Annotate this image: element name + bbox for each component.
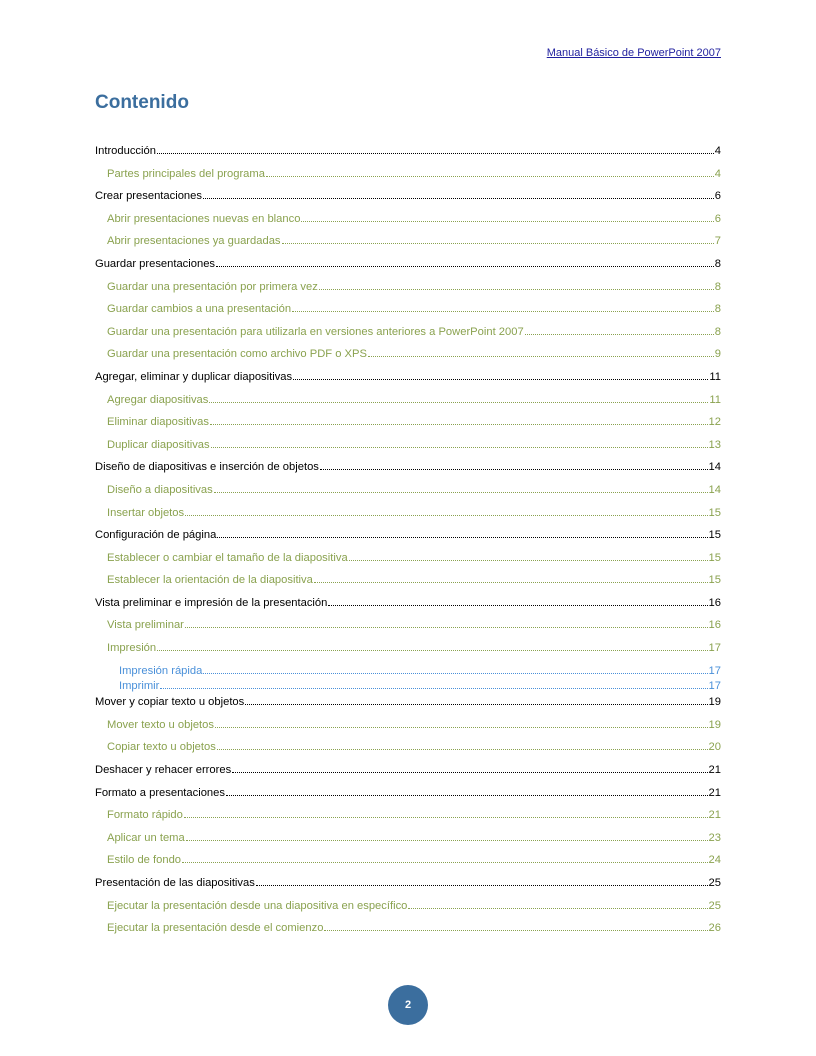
toc-entry-page: 23 <box>708 831 721 844</box>
toc-entry-page: 16 <box>708 619 721 632</box>
toc-entry-page: 21 <box>708 764 721 777</box>
toc-entry-label: Guardar presentaciones <box>95 257 216 270</box>
toc-leader-dots <box>203 198 714 199</box>
toc-entry[interactable] <box>95 787 721 810</box>
toc-entry[interactable] <box>95 900 721 923</box>
toc-leader-dots <box>184 817 708 818</box>
toc-entry-label: Mover y copiar texto u objetos <box>95 696 245 709</box>
toc-entry[interactable] <box>95 439 721 462</box>
toc-entry-page: 14 <box>708 483 721 496</box>
toc-entry[interactable] <box>95 484 721 507</box>
toc-entry[interactable] <box>95 326 721 349</box>
toc-entry[interactable] <box>95 832 721 855</box>
toc-entry-page: 17 <box>708 680 721 693</box>
page-number-badge: 2 <box>388 985 428 1025</box>
toc-leader-dots <box>266 176 714 177</box>
toc-entry[interactable] <box>95 213 721 236</box>
toc-leader-dots <box>209 402 708 403</box>
toc-entry[interactable] <box>95 190 721 213</box>
toc-entry-label: Deshacer y rehacer errores <box>95 764 232 777</box>
toc-entry-page: 26 <box>708 922 721 935</box>
toc-leader-dots <box>293 379 708 380</box>
toc-entry-page: 11 <box>709 393 721 406</box>
toc-entry-label: Eliminar diapositivas <box>107 416 209 429</box>
toc-leader-dots <box>525 334 714 335</box>
toc-leader-dots <box>226 795 708 796</box>
toc-entry[interactable] <box>95 394 721 417</box>
toc-entry-label: Mover texto u objetos <box>107 718 214 731</box>
toc-entry[interactable] <box>95 348 721 371</box>
toc-entry[interactable] <box>95 461 721 484</box>
toc-entry-page: 25 <box>708 877 721 889</box>
toc-entry[interactable] <box>95 741 721 764</box>
toc-leader-dots <box>324 930 707 931</box>
toc-entry[interactable] <box>95 258 721 281</box>
toc-entry-page: 7 <box>714 235 721 248</box>
toc-leader-dots <box>217 749 708 750</box>
toc-leader-dots <box>256 885 708 886</box>
toc-entry-label: Impresión <box>107 642 157 655</box>
toc-entry[interactable] <box>95 597 721 620</box>
toc-entry-page: 16 <box>708 596 721 609</box>
toc-entry-label: Abrir presentaciones ya guardadas <box>107 235 281 248</box>
toc-entry[interactable] <box>95 922 721 945</box>
toc-leader-dots <box>157 650 707 651</box>
toc-entry-label: Diseño a diapositivas <box>107 483 213 496</box>
toc-entry-label: Abrir presentaciones nuevas en blanco <box>107 212 301 225</box>
toc-entry-label: Vista preliminar e impresión de la presentación <box>95 596 328 609</box>
toc-entry-label: Guardar cambios a una presentación <box>107 303 292 316</box>
toc-entry-label: Ejecutar la presentación desde el comienzo <box>107 922 324 935</box>
toc-entry-page: 15 <box>708 551 721 564</box>
toc-entry-label: Formato rápido <box>107 809 183 822</box>
toc-leader-dots <box>203 673 707 674</box>
toc-entry-page: 14 <box>708 461 721 474</box>
toc-entry-label: Insertar objetos <box>107 506 185 519</box>
toc-entry-page: 8 <box>714 280 721 293</box>
toc-leader-dots <box>185 627 708 628</box>
toc-entry[interactable] <box>95 665 721 681</box>
toc-entry[interactable] <box>95 764 721 787</box>
toc-entry[interactable] <box>95 552 721 575</box>
toc-entry-page: 8 <box>714 325 721 338</box>
toc-entry[interactable] <box>95 680 721 696</box>
toc-entry-page: 8 <box>714 303 721 316</box>
toc-entry-page: 13 <box>708 438 721 451</box>
toc-leader-dots <box>368 356 714 357</box>
toc-entry-label: Agregar diapositivas <box>107 393 209 406</box>
toc-entry-page: 8 <box>714 257 721 270</box>
toc-entry[interactable] <box>95 642 721 665</box>
toc-leader-dots <box>185 515 707 516</box>
toc-leader-dots <box>160 688 707 689</box>
toc-entry-label: Guardar una presentación para utilizarla en versiones anteriores a PowerPoint 2007 <box>107 325 524 338</box>
toc-entry[interactable] <box>95 168 721 191</box>
toc-entry-label: Partes principales del programa <box>107 167 265 180</box>
toc-entry-label: Establecer la orientación de la diapositiva <box>107 574 313 587</box>
toc-entry-label: Presentación de las diapositivas <box>95 877 255 889</box>
toc-entry-page: 11 <box>709 370 721 383</box>
toc-entry-page: 12 <box>708 416 721 429</box>
toc-entry-label: Imprimir <box>119 680 160 693</box>
toc-entry[interactable] <box>95 281 721 304</box>
toc-entry[interactable] <box>95 696 721 719</box>
toc-leader-dots <box>349 560 708 561</box>
toc-leader-dots <box>157 153 714 154</box>
toc-leader-dots <box>211 447 708 448</box>
toc-entry[interactable] <box>95 574 721 597</box>
toc-leader-dots <box>301 221 713 222</box>
toc-entry[interactable] <box>95 303 721 326</box>
toc-entry-page: 15 <box>708 529 721 542</box>
toc-entry-page: 6 <box>714 212 721 225</box>
toc-entry-label: Aplicar un tema <box>107 831 185 844</box>
toc-entry-label: Diseño de diapositivas e inserción de objetos <box>95 461 319 474</box>
toc-entry-label: Ejecutar la presentación desde una diapositiva en específico <box>107 899 408 912</box>
table-of-contents <box>95 145 721 945</box>
toc-entry[interactable] <box>95 507 721 530</box>
toc-leader-dots <box>320 469 708 470</box>
toc-leader-dots <box>232 772 707 773</box>
toc-entry-page: 6 <box>714 190 721 203</box>
toc-entry-page: 24 <box>708 854 721 867</box>
page-title: Contenido <box>95 92 189 113</box>
toc-entry[interactable] <box>95 719 721 742</box>
toc-entry[interactable] <box>95 371 721 394</box>
toc-entry-label: Estilo de fondo <box>107 854 182 867</box>
toc-leader-dots <box>319 289 714 290</box>
toc-entry-label: Copiar texto u objetos <box>107 741 216 754</box>
toc-entry[interactable] <box>95 619 721 642</box>
toc-leader-dots <box>216 266 714 267</box>
toc-leader-dots <box>182 862 708 863</box>
toc-entry-label: Introducción <box>95 145 156 157</box>
toc-entry-label: Formato a presentaciones <box>95 786 225 799</box>
toc-entry[interactable] <box>95 235 721 258</box>
toc-entry[interactable] <box>95 145 721 168</box>
toc-leader-dots <box>210 424 708 425</box>
toc-leader-dots <box>328 605 707 606</box>
toc-entry-label: Configuración de página <box>95 529 217 542</box>
toc-entry-page: 9 <box>714 348 721 361</box>
toc-leader-dots <box>314 582 708 583</box>
toc-leader-dots <box>282 243 714 244</box>
toc-entry-label: Crear presentaciones <box>95 190 202 203</box>
toc-entry-label: Agregar, eliminar y duplicar diapositivas <box>95 370 293 383</box>
toc-entry-page: 17 <box>708 642 721 655</box>
toc-entry-page: 21 <box>708 786 721 799</box>
toc-entry-page: 25 <box>708 899 721 912</box>
toc-entry-page: 15 <box>708 574 721 587</box>
toc-entry-label: Guardar una presentación por primera vez <box>107 280 318 293</box>
toc-entry[interactable] <box>95 877 721 900</box>
toc-entry[interactable] <box>95 809 721 832</box>
toc-entry[interactable] <box>95 529 721 552</box>
toc-entry-label: Guardar una presentación como archivo PDF o XPS <box>107 348 367 361</box>
toc-entry-label: Vista preliminar <box>107 619 184 632</box>
toc-entry-label: Impresión rápida <box>119 664 203 677</box>
toc-entry-page: 15 <box>708 506 721 519</box>
toc-entry[interactable] <box>95 854 721 877</box>
toc-leader-dots <box>292 311 714 312</box>
toc-entry-page: 19 <box>708 696 721 709</box>
toc-entry-label: Duplicar diapositivas <box>107 438 210 451</box>
toc-entry-page: 4 <box>714 167 721 180</box>
toc-entry-page: 20 <box>708 741 721 754</box>
toc-entry-page: 21 <box>708 809 721 822</box>
toc-entry-page: 17 <box>708 664 721 677</box>
toc-leader-dots <box>217 537 707 538</box>
toc-leader-dots <box>215 727 708 728</box>
toc-leader-dots <box>186 840 708 841</box>
header-link[interactable]: Manual Básico de PowerPoint 2007 <box>546 47 721 59</box>
toc-leader-dots <box>408 908 707 909</box>
toc-leader-dots <box>214 492 708 493</box>
toc-entry[interactable] <box>95 416 721 439</box>
toc-leader-dots <box>245 704 707 705</box>
toc-entry-label: Establecer o cambiar el tamaño de la diapositiva <box>107 551 348 564</box>
toc-entry-page: 4 <box>714 145 721 157</box>
toc-entry-page: 19 <box>708 718 721 731</box>
